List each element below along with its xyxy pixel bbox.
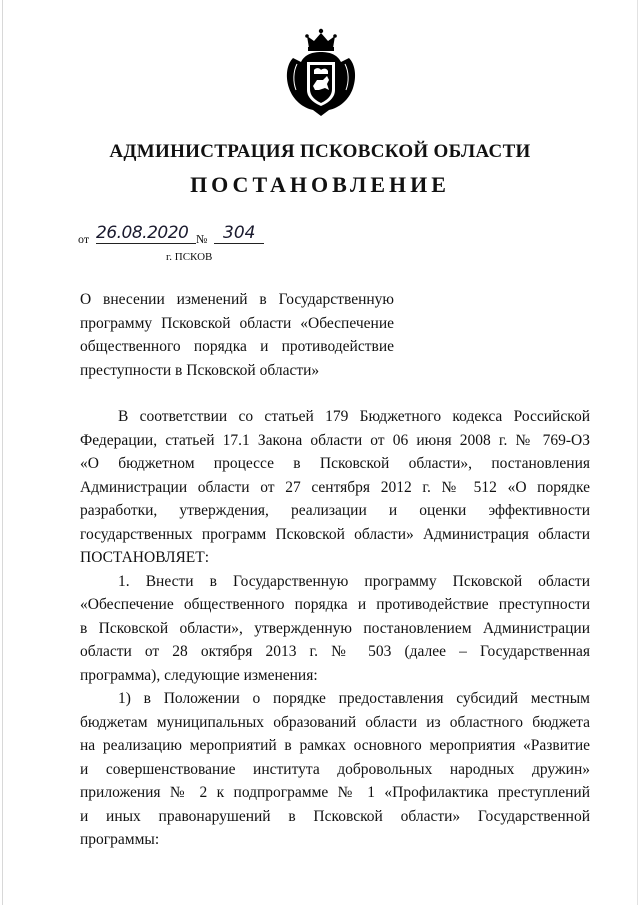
body-line: В соответствии со статьей 179 Бюджетного кодекса Российской <box>118 408 590 425</box>
body-line: области от 28 октября 2013 г. № 503 (далее – Государственная <box>80 643 590 660</box>
subject-line: программу Псковской области «Обеспечение <box>80 314 394 332</box>
body-line: Администрации области от 27 сентября 2012 г. № 512 «О порядке <box>80 478 590 496</box>
body-line: бюджетам муниципальных образований области из областного бюджета <box>80 713 590 731</box>
number-label: № <box>196 232 208 246</box>
subject-line: общественного порядка и противодействие <box>80 338 394 355</box>
body-line: программа), следующие изменения: <box>80 666 318 684</box>
city-label: г. ПСКОВ <box>166 251 213 263</box>
handwritten-date: 26.08.2020 <box>96 223 189 243</box>
date-underline <box>96 243 196 244</box>
body-line: в Псковской области», утвержденную постановлением Администрации <box>80 619 590 637</box>
body-line: «Обеспечение общественного порядка и противодействие преступности <box>80 596 590 613</box>
body-line: 1. Внести в Государственную программу Псковской области <box>118 572 590 590</box>
subject-block <box>80 288 394 382</box>
date-number-line <box>78 223 278 247</box>
organization-title: АДМИНИСТРАЦИЯ ПСКОВСКОЙ ОБЛАСТИ <box>109 141 531 162</box>
body-line: приложения № 2 к подпрограмме № 1 «Профилактика преступлений <box>80 784 590 801</box>
number-underline <box>214 243 264 244</box>
scan-edge-right <box>637 0 638 905</box>
body-line: 1) в Положении о порядке предоставления субсидий местным <box>118 690 590 707</box>
body-line: на реализацию мероприятий в рамках основного мероприятия «Развитие <box>80 737 590 754</box>
subject-line: О внесении изменений в Государственную <box>80 291 394 308</box>
body-line: «О бюджетном процессе в Псковской области», постановления <box>80 455 590 472</box>
pskov-coat-of-arms-icon <box>283 28 359 118</box>
body-line: программы: <box>80 831 160 848</box>
body-line: разработки, утверждения, реализации и оценки эффективности <box>80 502 590 519</box>
date-prefix: от <box>78 232 90 246</box>
document-type-title: ПОСТАНОВЛЕНИЕ <box>190 172 450 197</box>
subject-line: преступности в Псковской области» <box>80 361 320 379</box>
body-line: и совершенствование института добровольных народных дружин» <box>80 760 590 778</box>
body-line: ПОСТАНОВЛЯЕТ: <box>80 549 210 566</box>
body-line: Федерации, статьей 17.1 Закона области от 06 июня 2008 г. № 769-ОЗ <box>80 431 590 449</box>
body-line: и иных правонарушений в Псковской области» Государственной <box>80 807 590 825</box>
body-text <box>80 405 590 852</box>
handwritten-number: 304 <box>223 223 256 243</box>
body-line: государственных программ Псковской области» Администрация области <box>80 525 590 543</box>
scan-edge-left <box>2 0 3 905</box>
